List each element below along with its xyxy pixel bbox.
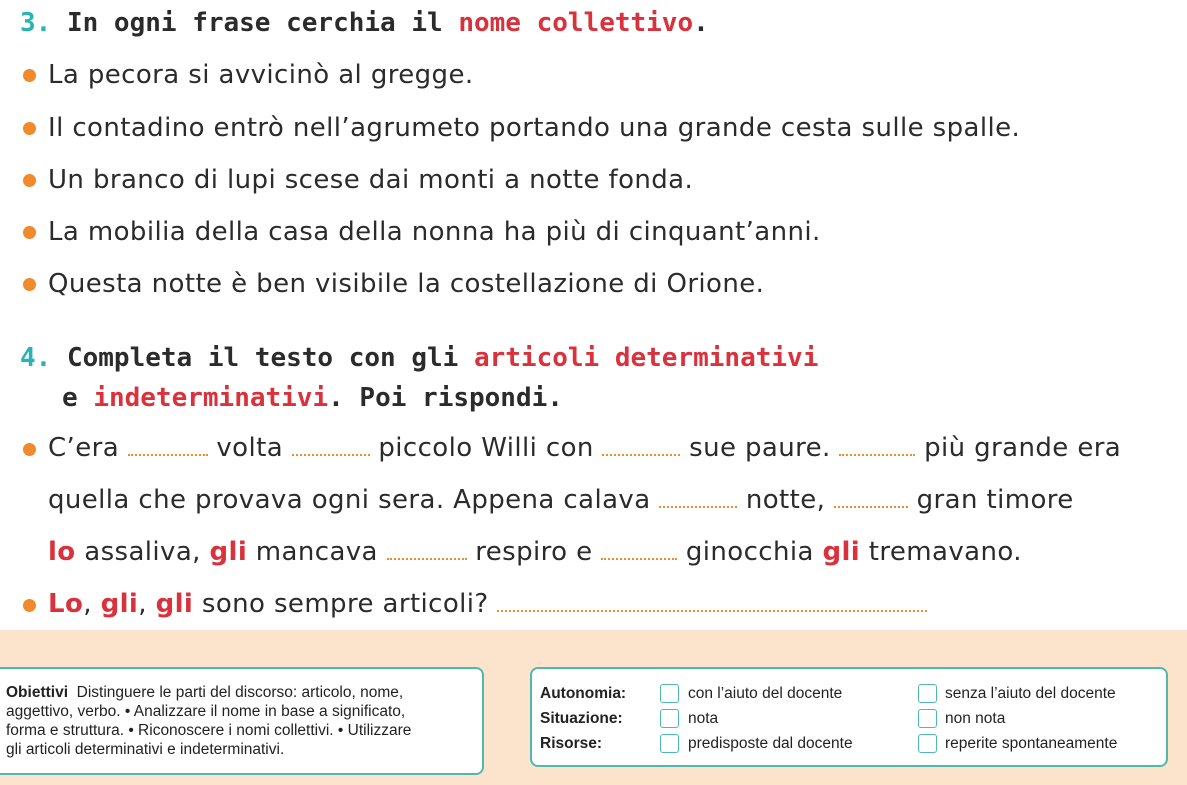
option-label: predisposte dal docente	[688, 735, 853, 752]
text-fragment: assaliva,	[75, 537, 210, 567]
highlighted-word: gli	[155, 589, 194, 619]
text-fragment: tremavano.	[860, 537, 1022, 567]
highlighted-word: gli	[822, 537, 861, 567]
objectives-text	[6, 683, 476, 759]
sentence[interactable]: La pecora si avvicinò al gregge.	[48, 60, 474, 90]
bullet-icon	[23, 599, 36, 612]
highlighted-word: gli	[209, 537, 248, 567]
exercise-title-text: e	[62, 383, 94, 413]
checkbox-situazione-non-nota[interactable]	[918, 709, 937, 728]
text-fragment: ,	[83, 589, 101, 619]
bullet-icon	[23, 122, 36, 135]
objectives-line: gli articoli determinativi e indeterminativi.	[6, 741, 285, 758]
bullet-icon	[23, 226, 36, 239]
text-fragment: più grande era	[924, 433, 1122, 463]
text-line-1	[48, 431, 1121, 465]
text-fragment: quella che provava ogni sera. Appena calava	[48, 485, 651, 515]
objectives-line: aggettivo, verbo. • Analizzare il nome in base a significato,	[6, 703, 406, 720]
option-label: nota	[688, 710, 719, 727]
fill-blank[interactable]	[128, 436, 208, 456]
exercise-title-text: In ogni frase cerchia il	[66, 8, 459, 38]
bullet-icon	[23, 69, 36, 82]
fill-blank[interactable]	[839, 436, 915, 456]
fill-blank[interactable]	[387, 540, 467, 560]
highlighted-word: gli	[100, 589, 139, 619]
sentence[interactable]: Un branco di lupi scese dai monti a notte fonda.	[48, 165, 694, 195]
checkbox-situazione-nota[interactable]	[660, 709, 679, 728]
fill-blank[interactable]	[659, 488, 737, 508]
option-label: non nota	[945, 710, 1006, 727]
situazione-label: Situazione:	[540, 710, 623, 727]
objectives-box	[0, 667, 484, 775]
option-label: reperite spontaneamente	[945, 735, 1118, 752]
fill-blank[interactable]	[601, 540, 677, 560]
text-fragment: ginocchia	[685, 537, 814, 567]
assessment-box	[530, 667, 1168, 767]
question-line	[48, 587, 927, 621]
text-fragment: respiro e	[475, 537, 593, 567]
checkbox-risorse-reperite[interactable]	[918, 734, 937, 753]
sentence[interactable]: Il contadino entrò nell’agrumeto portando una grande cesta sulle spalle.	[48, 113, 1021, 143]
exercise-number: 3.	[20, 8, 52, 38]
autonomia-label: Autonomia:	[540, 685, 627, 702]
option-label: con l’aiuto del docente	[688, 685, 843, 702]
bullet-icon	[23, 174, 36, 187]
text-fragment: piccolo Willi con	[378, 433, 594, 463]
text-fragment: ,	[138, 589, 156, 619]
exercise-title-highlight: articoli determinativi	[473, 343, 819, 373]
exercise-number: 4.	[20, 343, 52, 373]
exercise-title-text: Completa il testo con gli	[66, 343, 474, 373]
objectives-line: forma e struttura. • Riconoscere i nomi collettivi. • Utilizzare	[6, 722, 412, 739]
fill-blank[interactable]	[292, 436, 370, 456]
highlighted-word: Lo	[48, 589, 84, 619]
sentence[interactable]: La mobilia della casa della nonna ha più di cinquant’anni.	[48, 217, 821, 247]
exercise-title-highlight: indeterminativi	[93, 383, 329, 413]
checkbox-autonomia-con-aiuto[interactable]	[660, 684, 679, 703]
exercise-title-highlight: nome collettivo	[458, 8, 694, 38]
bullet-icon	[23, 443, 36, 456]
text-fragment: sue paure.	[689, 433, 831, 463]
text-fragment: C’era	[48, 433, 120, 463]
risorse-label: Risorse:	[540, 735, 603, 752]
answer-blank[interactable]	[497, 592, 927, 612]
exercise-title-text: . Poi rispondi.	[328, 383, 563, 413]
fill-blank[interactable]	[834, 488, 908, 508]
text-fragment: mancava	[247, 537, 378, 567]
text-fragment: notte,	[745, 485, 826, 515]
exercise-4-title-line2	[62, 381, 563, 415]
exercise-title-end: .	[693, 8, 709, 38]
sentence[interactable]: Questa notte è ben visibile la costellazione di Orione.	[48, 269, 765, 299]
highlighted-word: lo	[48, 537, 76, 567]
objectives-label: Obiettivi	[6, 684, 69, 701]
exercise-4-title	[20, 341, 818, 375]
option-label: senza l’aiuto del docente	[945, 685, 1116, 702]
checkbox-autonomia-senza-aiuto[interactable]	[918, 684, 937, 703]
text-line-2	[48, 483, 1074, 517]
checkbox-risorse-predisposte[interactable]	[660, 734, 679, 753]
text-fragment: sono sempre articoli?	[193, 589, 489, 619]
bullet-icon	[23, 278, 36, 291]
text-fragment: gran timore	[916, 485, 1074, 515]
text-line-3	[48, 535, 1022, 569]
exercise-3-title	[20, 6, 709, 40]
fill-blank[interactable]	[602, 436, 680, 456]
objectives-line: Distinguere le parti del discorso: articolo, nome,	[76, 684, 404, 701]
text-fragment: volta	[216, 433, 284, 463]
